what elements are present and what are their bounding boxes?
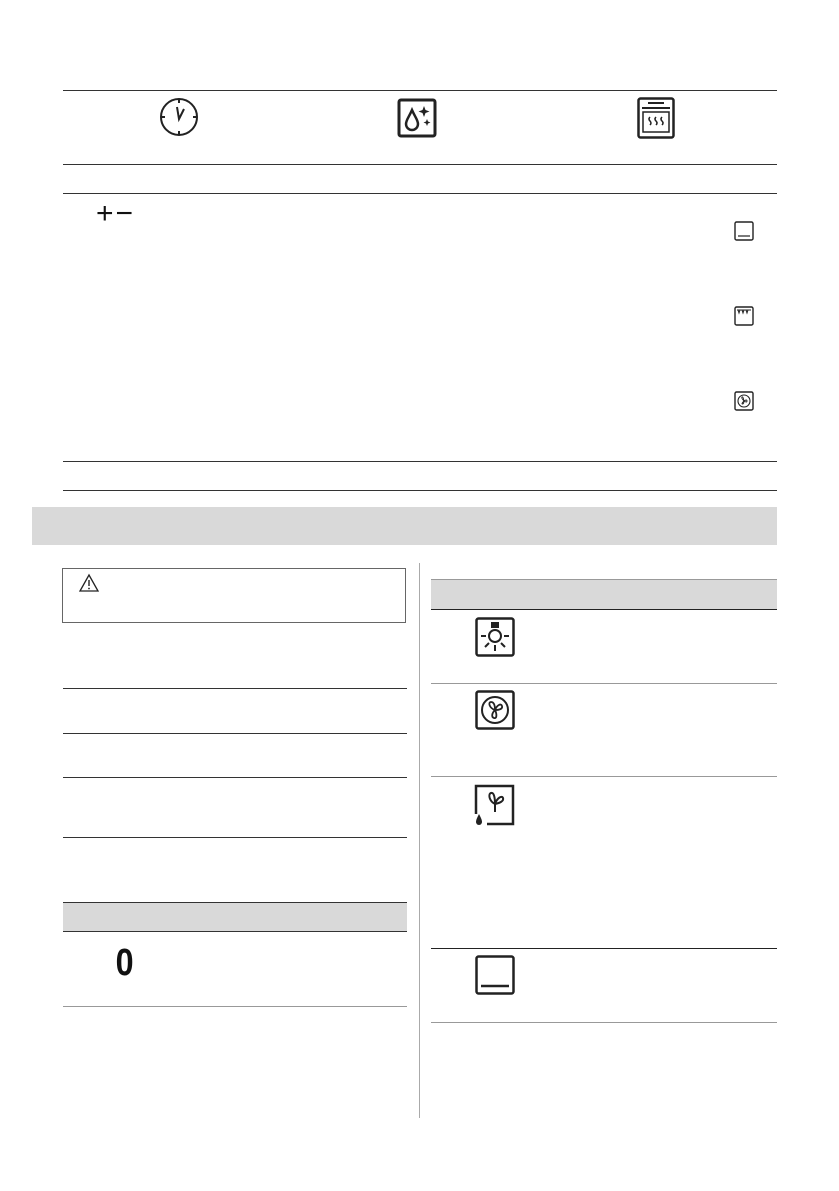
zero-symbol: 0	[115, 942, 134, 984]
left-table-rule-bottom	[63, 1006, 407, 1007]
top-heat-icon	[734, 221, 754, 241]
warning-triangle-icon	[79, 574, 99, 592]
top-table-rule-mid	[63, 164, 777, 165]
right-table-rule-bottom	[431, 1022, 777, 1023]
aqua-clean-icon	[397, 98, 437, 138]
oven-light-icon	[475, 617, 515, 657]
right-rule-3	[431, 948, 777, 949]
right-rule-2	[431, 776, 777, 777]
section-header-band	[32, 507, 777, 545]
top-table-rule-bottom	[63, 193, 777, 194]
warning-box	[62, 568, 406, 623]
plus-minus-symbol: +−	[96, 197, 136, 230]
left-rule-2	[63, 733, 407, 734]
left-rule-1	[63, 688, 407, 689]
fan-circle-icon	[475, 690, 515, 730]
fan-with-drop-icon	[473, 784, 517, 826]
fan-heat-icon	[734, 391, 754, 411]
function-table-rule-2	[63, 490, 777, 491]
steam-oven-icon	[637, 97, 675, 139]
top-table-rule-top	[63, 90, 777, 91]
clock-icon	[159, 97, 199, 137]
column-divider	[419, 563, 420, 1118]
right-rule-1	[431, 683, 777, 684]
function-table-rule-1	[63, 461, 777, 462]
grill-heat-icon	[734, 306, 754, 326]
right-table-header	[431, 579, 777, 610]
left-table-header	[63, 902, 407, 932]
bottom-heat-icon	[475, 955, 515, 995]
left-rule-3	[63, 777, 407, 778]
left-rule-4	[63, 837, 407, 838]
